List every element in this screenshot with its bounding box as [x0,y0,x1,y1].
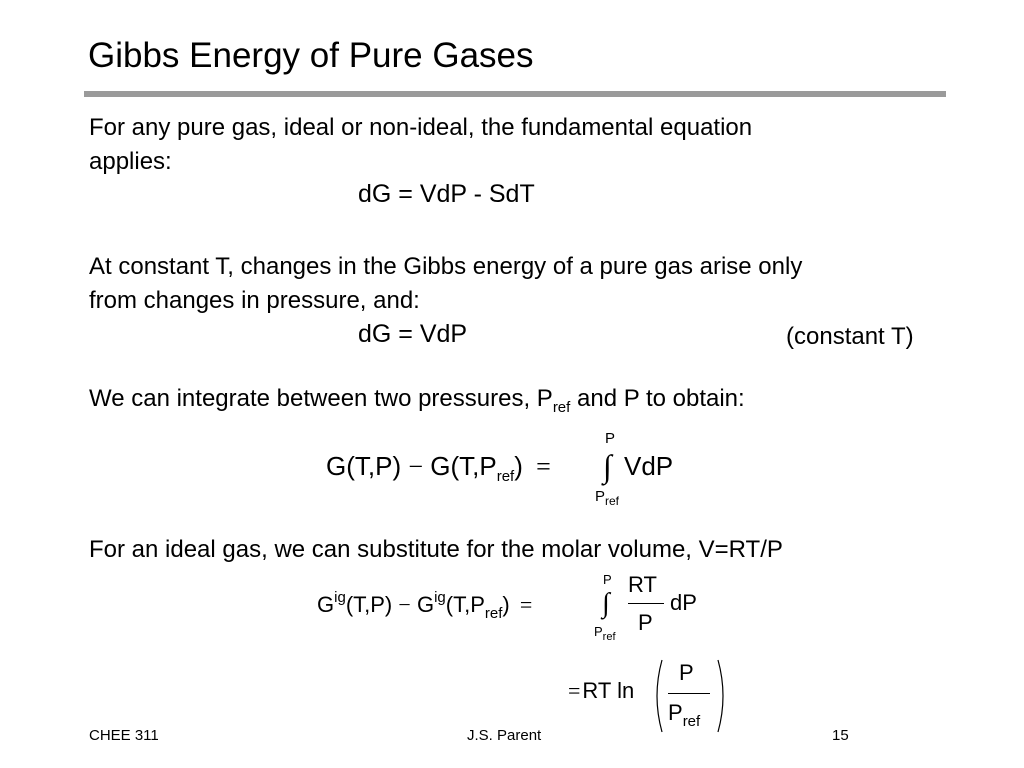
right-paren-icon [718,660,723,732]
footer-course: CHEE 311 [89,727,159,744]
integral1-upper-limit: P [605,430,616,447]
constant-t-condition: (constant T) [786,323,914,350]
integral2-lower-sub: ref [602,631,616,643]
integral2-frac-num: RT [628,572,657,597]
integral1-lhs-a: G(T,P) [326,451,402,481]
integral1-equals: = [536,452,551,481]
integral1-lower-p: P [595,488,606,505]
integrate-sub-ref: ref [552,399,571,416]
integral2-fraction-bar [628,603,664,604]
result-frac-den-p: P [668,700,683,725]
integrate-text-before: We can integrate between two pressures, P [89,385,553,412]
result-frac-den-sub: ref [682,713,701,730]
paragraph-fundamental-line2: applies: [89,148,172,175]
integral1-lhs-b: G(T,P [430,451,497,481]
integral2-args-a: (T,P) [345,592,393,617]
integral1-minus: − [408,452,424,481]
equation-fundamental: dG = VdP - SdT [358,180,535,208]
integral2-sign-icon: ∫ [602,588,610,619]
result-prefix [568,678,634,704]
integral1-lower-limit [595,488,620,508]
integral2-frac-den: P [638,610,653,635]
integral2-lower-limit [594,624,616,643]
integral2-differential: dP [670,590,697,615]
paragraph-constant-t-line1: At constant T, changes in the Gibbs energy of a pure gas arise only [89,253,803,280]
left-paren-icon [657,660,662,732]
footer-page-number: 15 [832,727,849,744]
title-divider [84,91,946,97]
integral2-sup-a: ig [334,589,346,606]
result-equals: = [568,678,581,703]
integral2-equals: = [519,592,533,617]
integral2-upper-limit: P [603,572,612,587]
integral1-lhs-sub: ref [496,468,515,485]
paragraph-constant-t-line2: from changes in pressure, and: [89,287,420,314]
integral2-g-b: G [416,592,435,617]
integral1-integrand: VdP [624,451,674,481]
integral1-lhs [326,451,551,485]
integral1-sign-icon: ∫ [603,448,612,484]
integral2-g-a: G [317,592,335,617]
integral1-lhs-close: ) [514,451,523,481]
result-fraction-bar [668,693,710,694]
result-rt-ln: RT ln [582,678,635,703]
integrate-text-after: and P to obtain: [570,385,745,412]
paragraph-fundamental-line1: For any pure gas, ideal or non-ideal, the fundamental equation [89,114,753,141]
integral2-args-b: (T,P [445,592,485,617]
paragraph-integrate [89,382,745,419]
equation-constant-t: dG = VdP [358,320,468,348]
integral1-lower-sub: ref [605,494,620,508]
result-frac-den [668,700,701,730]
integral2-lhs [317,589,533,622]
slide-title: Gibbs Energy of Pure Gases [88,36,534,75]
footer-author: J.S. Parent [467,727,542,744]
paragraph-ideal-gas: For an ideal gas, we can substitute for the molar volume, V=RT/P [89,536,783,563]
result-frac-num: P [679,660,694,685]
integral2-sup-b: ig [434,589,446,606]
integral2-args-sub: ref [484,605,503,622]
integral2-minus: − [398,592,411,617]
integral2-lower-p: P [594,624,603,639]
integral2-args-close: ) [502,592,510,617]
